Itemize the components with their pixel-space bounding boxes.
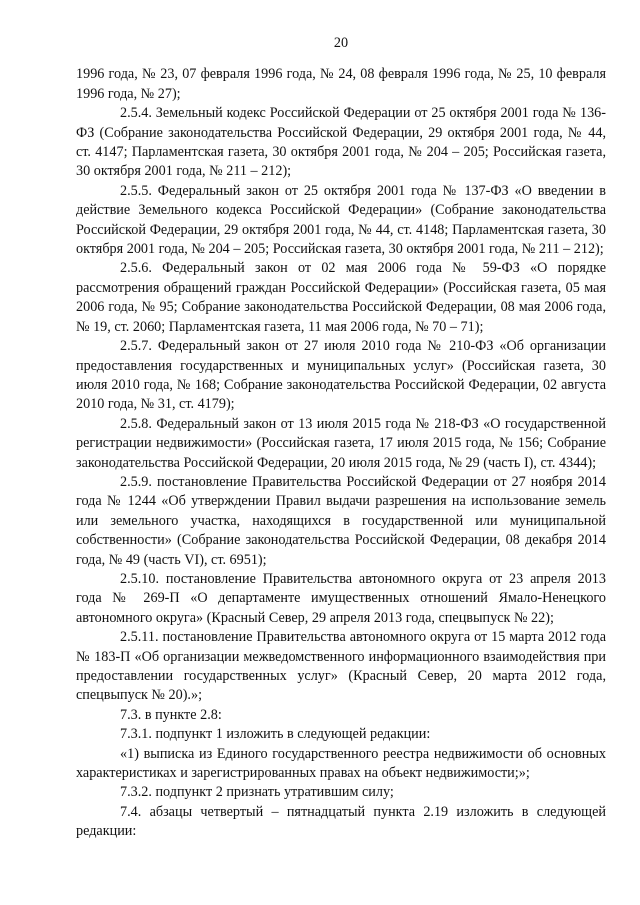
paragraph: 2.5.7. Федеральный закон от 27 июля 2010 года № 210-ФЗ «Об организации предоставления государственных и муниципальных услуг» (Российская газета, 30 июля 2010 года, № 168; Собрание законодательства Российской Федерации, 02 августа 2010 года, № 31, ст. 4179); <box>76 338 606 413</box>
paragraph: 7.3.1. подпункт 1 изложить в следующей редакции: <box>120 726 431 743</box>
paragraph: 2.5.11. постановление Правительства автономного округа от 15 марта 2012 года № 183-П «Об организации межведомственного информационного взаимодействия при предоставлении государственных услуг» (Красный Север, 20 марта 2012 года, спецвыпуск № 20).»; <box>76 629 606 704</box>
paragraph: 2.5.8. Федеральный закон от 13 июля 2015 года № 218-ФЗ «О государственной регистрации недвижимости» (Российская газета, 17 июля 2015 года, № 156; Собрание законодательства Российской Федерации, 20 июля 2015 года, № 29 (часть I), ст. 4344); <box>76 415 606 471</box>
paragraph: 2.5.6. Федеральный закон от 02 мая 2006 года № 59-ФЗ «О порядке рассмотрения обращений граждан Российской Федерации» (Российская газета, 05 мая 2006 года, № 95; Собрание законодательства Российской Федерации, 08 мая 2006 года, № 19, ст. 2060; Парламентская газета, 11 мая 2006 года, № 70 – 71); <box>76 260 606 335</box>
paragraph: 2.5.4. Земельный кодекс Российской Федерации от 25 октября 2001 года № 136-ФЗ (Собрание законодательства Российской Федерации, 29 октября 2001 года, № 44, ст. 4147; Парламентская газета, 30 октября 2001 года, № 204 – 205; Российская газета, 30 октября 2001 года, № 211 – 212); <box>76 105 606 180</box>
paragraph: 2.5.5. Федеральный закон от 25 октября 2001 года № 137-ФЗ «О введении в действие Земельного кодекса Российской Федерации» (Собрание законодательства Российской Федерации, 29 октября 2001 года, № 44, ст. 4148; Парламентская газета, 30 октября 2001 года, № 204 – 205; Российская газета, 30 октября 2001 года, № 211 – 212); <box>76 182 606 258</box>
paragraph: 7.4. абзацы четвертый – пятнадцатый пункта 2.19 изложить в следующей редакции: <box>76 803 606 840</box>
paragraph: 7.3.2. подпункт 2 признать утратившим силу; <box>120 784 394 801</box>
paragraph: «1) выписка из Единого государственного реестра недвижимости об основных характеристиках и зарегистрированных правах на объект недвижимости;»; <box>76 745 606 782</box>
paragraph: 2.5.10. постановление Правительства автономного округа от 23 апреля 2013 года № 269-П «О департаменте имущественных отношений Ямало-Ненецкого автономного округа» (Красный Север, 29 апреля 2013 года, спецвыпуск № 22); <box>76 570 606 626</box>
paragraph: 1996 года, № 23, 07 февраля 1996 года, № 24, 08 февраля 1996 года, № 25, 10 февраля 1996 года, № 27); <box>76 66 606 102</box>
paragraph: 2.5.9. постановление Правительства Российской Федерации от 27 ноября 2014 года № 1244 «Об утверждении Правил выдачи разрешения на использование земель или земельного участка, находящихся в государственной или муниципальной собственности» (Собрание законодательства Российской Федерации, 08 декабря 2014 года, № 49 (часть VI), ст. 6951); <box>76 473 606 568</box>
paragraph: 7.3. в пункте 2.8: <box>120 706 222 723</box>
page-number: 20 <box>333 35 349 51</box>
document-body <box>76 65 606 841</box>
